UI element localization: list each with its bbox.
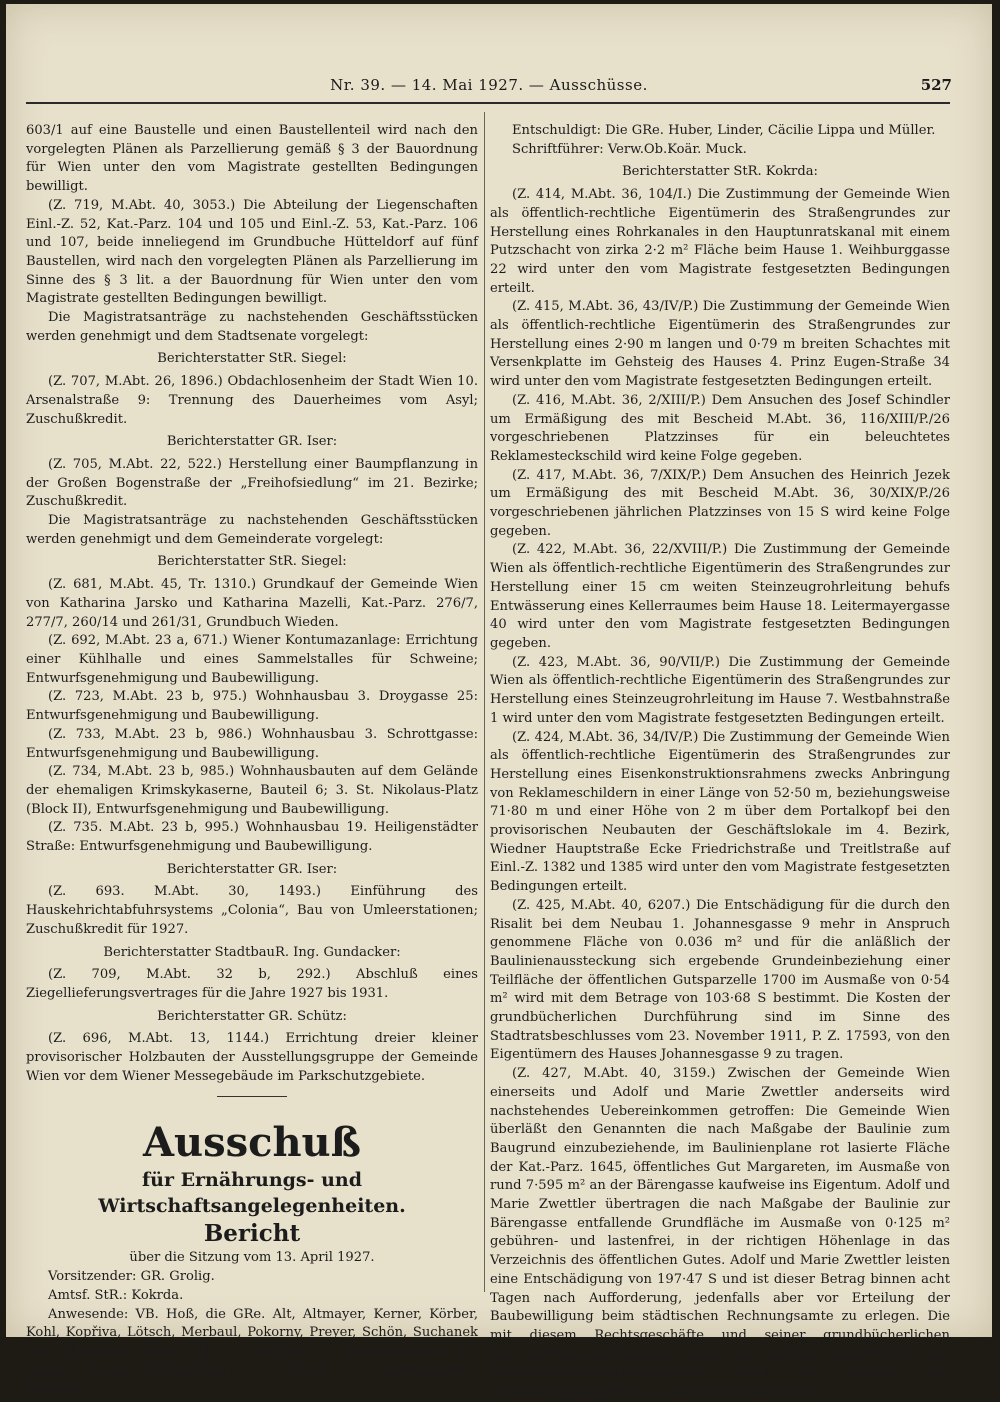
paragraph: (Z. 416, M.Abt. 36, 2/XIII/P.) Dem Ansuchen des Josef Schindler um Ermäßigung des mit Bescheid M.Abt. 36, 116/XIII/P./26 vorgeschriebenen Platzzinses für ein beleuchtetes Reklamesteckschild wird keine Folge gegeben.	[490, 392, 950, 464]
column-divider	[484, 112, 485, 1292]
official-line: Amtsf. StR.: Kokrda.	[48, 1287, 184, 1303]
chair-line: Vorsitzender: GR. Grolig.	[48, 1269, 215, 1285]
paragraph: (Z. 707, M.Abt. 26, 1896.) Obdachlosenheim der Stadt Wien 10. Arsenalstraße 9: Trennung des Dauerheimes vom Asyl; Zuschußkredit.	[26, 374, 478, 427]
right-column	[490, 122, 950, 1402]
paragraph: (Z. 424, M.Abt. 36, 34/IV/P.) Die Zustimmung der Gemeinde Wien als öffentlich-rechtliche Eigentümerin des Straßengrundes zur Herstellung eines Eisenkonstruktionsrahmens zwecks Anbringung von Reklameschildern in einer Länge von 52·50 m, beziehungsweise 71·80 m und einer Höhe von 2 m über dem Portalkopf bei den provisorischen Neubauten der Geschäftslokale im 4. Bezirk, Wiedner Hauptstraße Ecke Friedrichstraße und Treitlstraße auf Einl.-Z. 1382 und 1385 wird unter den vom Magistrate festgesetzten Bedingungen erteilt.	[490, 729, 950, 895]
page-number: 527	[920, 76, 952, 94]
paragraph: (Z. 415, M.Abt. 36, 43/IV/P.) Die Zustimmung der Gemeinde Wien als öffentlich-rechtliche Eigentümerin des Straßengrundes zur Herstellung eines 2·90 m langen und 0·79 m breiten Schachtes mit Versenkplatte im Gehsteig des Hauses 4. Prinz Eugen-Straße 34 wird unter den vom Magistrate festgesetzten Bedingungen erteilt.	[490, 299, 950, 390]
paragraph: (Z. 427, M.Abt. 40, 3159.) Zwischen der Gemeinde Wien einerseits und Adolf und Marie Zwettler anderseits wird nachstehendes Uebereinkommen getroffen: Die Gemeinde Wien überläßt den Genannten die nach Maßgabe der Baulinie zum Baugrund einzubeziehende, im Baulinienplane rot lasierte Fläche der Kat.-Parz. 1645, öffentliches Gut Margareten, im Ausmaße von rund 7·595 m² an der Bärengasse kaufweise ins Eigentum. Adolf und Marie Zwettler übertragen die nach Maßgabe der Baulinie zur Bärengasse entfallende Grundfläche im Ausmaße von 0·125 m² gebühren- und lastenfrei, in der richtigen Höhenlage in das Verzeichnis des öffentlichen Gutes. Adolf und Marie Zwettler leisten eine Entschädigung von 197·47 S und ist dieser Betrag binnen acht Tagen nach Aufforderung, jedenfalls aber vor Erteilung der Baubewilligung beim städtischen Rechnungsamte zu erlegen. Die mit diesem Rechtsgeschäfte und seiner grundbücherlichen Durchführung verbundenen Kosten und Gebühren einschließlich der Vermögensübertragungsgebühr sowie die Kosten der Plananfertigung gehen zu Lasten der Bauwerber.	[490, 1066, 950, 1400]
paragraph: (Z. 723, M.Abt. 23 b, 975.) Wohnhausbau 3. Droygasse 25: Entwurfsgenehmigung und Baubewilligung.	[26, 689, 478, 724]
paragraph: (Z. 734, M.Abt. 23 b, 985.) Wohnhausbauten auf dem Gelände der ehemaligen Krimskykaserne, Bauteil 6; 3. St. Nikolaus-Platz (Block II), Entwurfsgenehmigung und Baubewilligung.	[26, 764, 478, 817]
attendees-paragraph: Anwesende: VB. Hoß, die GRe. Alt, Altmayer, Kerner, Körber, Kohl, Kopřiva, Lötsch, Merbaul, Pokorny, Preyer, Schön, Suchanek und Witzmann; ferner die Ob.Mag.Re. Dr. Hießmanseder, Dr. Nather, Dostal, Vet.AmtsDior. Dr. Juritsch und MarktamtsDior. Winkler.	[26, 1306, 478, 1397]
paragraph: (Z. 733, M.Abt. 23 b, 986.) Wohnhausbau 3. Schrottgasse: Entwurfsgenehmigung und Baubewilligung.	[26, 726, 478, 761]
reporter-line: Berichterstatter GR. Iser:	[166, 434, 338, 450]
left-column	[26, 122, 478, 1399]
paragraph: (Z. 681, M.Abt. 45, Tr. 1310.) Grundkauf der Gemeinde Wien von Katharina Jarsko und Katharina Mazelli, Kat.-Parz. 276/7, 277/7, 260/14 und 261/31, Grundbuch Wieden.	[26, 577, 478, 630]
report-title: Bericht	[203, 1220, 301, 1248]
reporter-line: Berichterstatter StR. Siegel:	[157, 351, 347, 367]
section-heading: Ausschuß	[142, 1119, 362, 1167]
paragraph: Die Magistratsanträge zu nachstehenden Geschäftsstücken werden genehmigt und dem Gemeinderate vorgelegt:	[26, 513, 478, 547]
paragraph: (Z. 692, M.Abt. 23 a, 671.) Wiener Kontumazanlage: Errichtung einer Kühlhalle und eines Sammelstalles für Schweine; Entwurfsgenehmigung und Baubewilligung.	[26, 633, 478, 686]
paragraph: (Z. 709, M.Abt. 32 b, 292.) Abschluß eines Ziegellieferungsvertrages für die Jahre 1927 bis 1931.	[26, 967, 478, 1001]
reporter-line: Berichterstatter StR. Siegel:	[157, 554, 347, 570]
paragraph: (Z. 735. M.Abt. 23 b, 995.) Wohnhausbau 19. Heiligenstädter Straße: Entwurfsgenehmigung und Baubewilligung.	[26, 820, 478, 855]
paragraph: (Z. 422, M.Abt. 36, 22/XVIII/P.) Die Zustimmung der Gemeinde Wien als öffentlich-rechtliche Eigentümerin des Straßengrundes zur Herstellung einer 15 cm weiten Steinzeugrohrleitung behufs Entwässerung eines Kellerraumes beim Hause 18. Leitermayergasse 40 wird unter den vom Magistrate festgesetzten Bedingungen gegeben.	[490, 542, 950, 651]
paragraph: (Z. 425, M.Abt. 40, 6207.) Die Entschädigung für die durch den Risalit bei dem Neubau 1. Johannesgasse 9 mehr in Anspruch genommene Fläche von 0.036 m² und für die anläßlich der Baulinienaussteckung sich ergebende Grundeinbeziehung einer Teilfläche der öffentlichen Gutsparzelle 1700 im Ausmaße von 0·54 m² wird mit dem Betrage von 103·68 S bestimmt. Die Kosten der grundbücherlichen Durchführung sind im Sinne des Stadtratsbeschlusses vom 23. November 1911, P. Z. 17593, von den Eigentümern des Hauses Johannesgasse 9 zu tragen.	[490, 897, 950, 1063]
reporter-line: Berichterstatter StadtbauR. Ing. Gundacker:	[103, 944, 401, 960]
paragraph: (Z. 719, M.Abt. 40, 3053.) Die Abteilung der Liegenschaften Einl.-Z. 52, Kat.-Parz. 104 und 105 und Einl.-Z. 53, Kat.-Parz. 106 und 107, beide inneliegend im Grundbuche Hütteldorf auf fünf Baustellen, wird nach den vorgelegten Plänen als Parzellierung im Sinne des § 3 lit. a der Bauordnung für Wien unter den vom Magistrate gestellten Bedingungen bewilligt.	[26, 197, 478, 307]
session-date: über die Sitzung vom 13. April 1927.	[129, 1250, 375, 1266]
paragraph: (Z. 696, M.Abt. 13, 1144.) Errichtung dreier kleiner provisorischer Holzbauten der Ausstellungsgruppe der Gemeinde Wien vor dem Wiener Messegebäude im Parkschutzgebiete.	[26, 1031, 478, 1084]
reporter-line: Berichterstatter StR. Kokrda:	[622, 164, 818, 180]
running-header	[26, 76, 952, 102]
secretary-line: Schriftführer: Verw.Ob.Koär. Muck.	[512, 141, 747, 157]
paragraph: (Z. 414, M.Abt. 36, 104/I.) Die Zustimmung der Gemeinde Wien als öffentlich-rechtliche Eigentümerin des Straßengrundes zur Herstellung eines Rohrkanales in den Hauptunratskanal mit einem Putzschacht von zirka 2·2 m² Fläche beim Hause 1. Weihburggasse 22 wird unter den vom Magistrate festgesetzten Bedingungen erteilt.	[490, 187, 950, 296]
section-subheading: für Ernährungs- und Wirtschaftsangelegenheiten.	[98, 1169, 406, 1218]
paragraph: Die Magistratsanträge zu nachstehenden Geschäftsstücken werden genehmigt und dem Stadtsenate vorgelegt:	[26, 310, 478, 344]
paragraph: (Z. 693. M.Abt. 30, 1493.) Einführung des Hauskehrichtabfuhrsystems „Colonia“, Bau von Umleerstationen; Zuschußkredit für 1927.	[26, 884, 478, 937]
header-rule	[26, 102, 950, 104]
paragraph: (Z. 705, M.Abt. 22, 522.) Herstellung einer Baumpflanzung in der Großen Bogenstraße der „Freihofsiedlung“ im 21. Bezirke; Zuschußkredit.	[26, 456, 478, 510]
paragraph: 603/1 auf eine Baustelle und einen Baustellenteil wird nach den vorgelegten Plänen als Parzellierung gemäß § 3 der Bauordnung für Wien unter den vom Magistrate gestellten Bedingungen bewilligt.	[26, 123, 478, 195]
paragraph: (Z. 423, M.Abt. 36, 90/VII/P.) Die Zustimmung der Gemeinde Wien als öffentlich-rechtliche Eigentümerin des Straßengrundes zur Herstellung eines Steinzeugrohrleitung im Hause 7. Westbahnstraße 1 wird unter den vom Magistrate festgesetzten Bedingungen erteilt.	[490, 654, 950, 726]
reporter-line: Berichterstatter GR. Schütz:	[157, 1008, 347, 1024]
newspaper-page	[6, 4, 992, 1400]
excused-line: Entschuldigt: Die GRe. Huber, Linder, Cäcilie Lippa und Müller.	[512, 123, 936, 138]
reporter-line: Berichterstatter GR. Iser:	[166, 861, 338, 877]
header-title: Nr. 39. — 14. Mai 1927. — Ausschüsse.	[330, 76, 648, 94]
paragraph: (Z. 417, M.Abt. 36, 7/XIX/P.) Dem Ansuchen des Heinrich Jezek um Ermäßigung des mit Bescheid M.Abt. 36, 30/XIX/P./26 vorgeschriebenen jährlichen Platzzinses von 15 S wird keine Folge gegeben.	[490, 467, 950, 539]
section-rule	[217, 1096, 287, 1097]
